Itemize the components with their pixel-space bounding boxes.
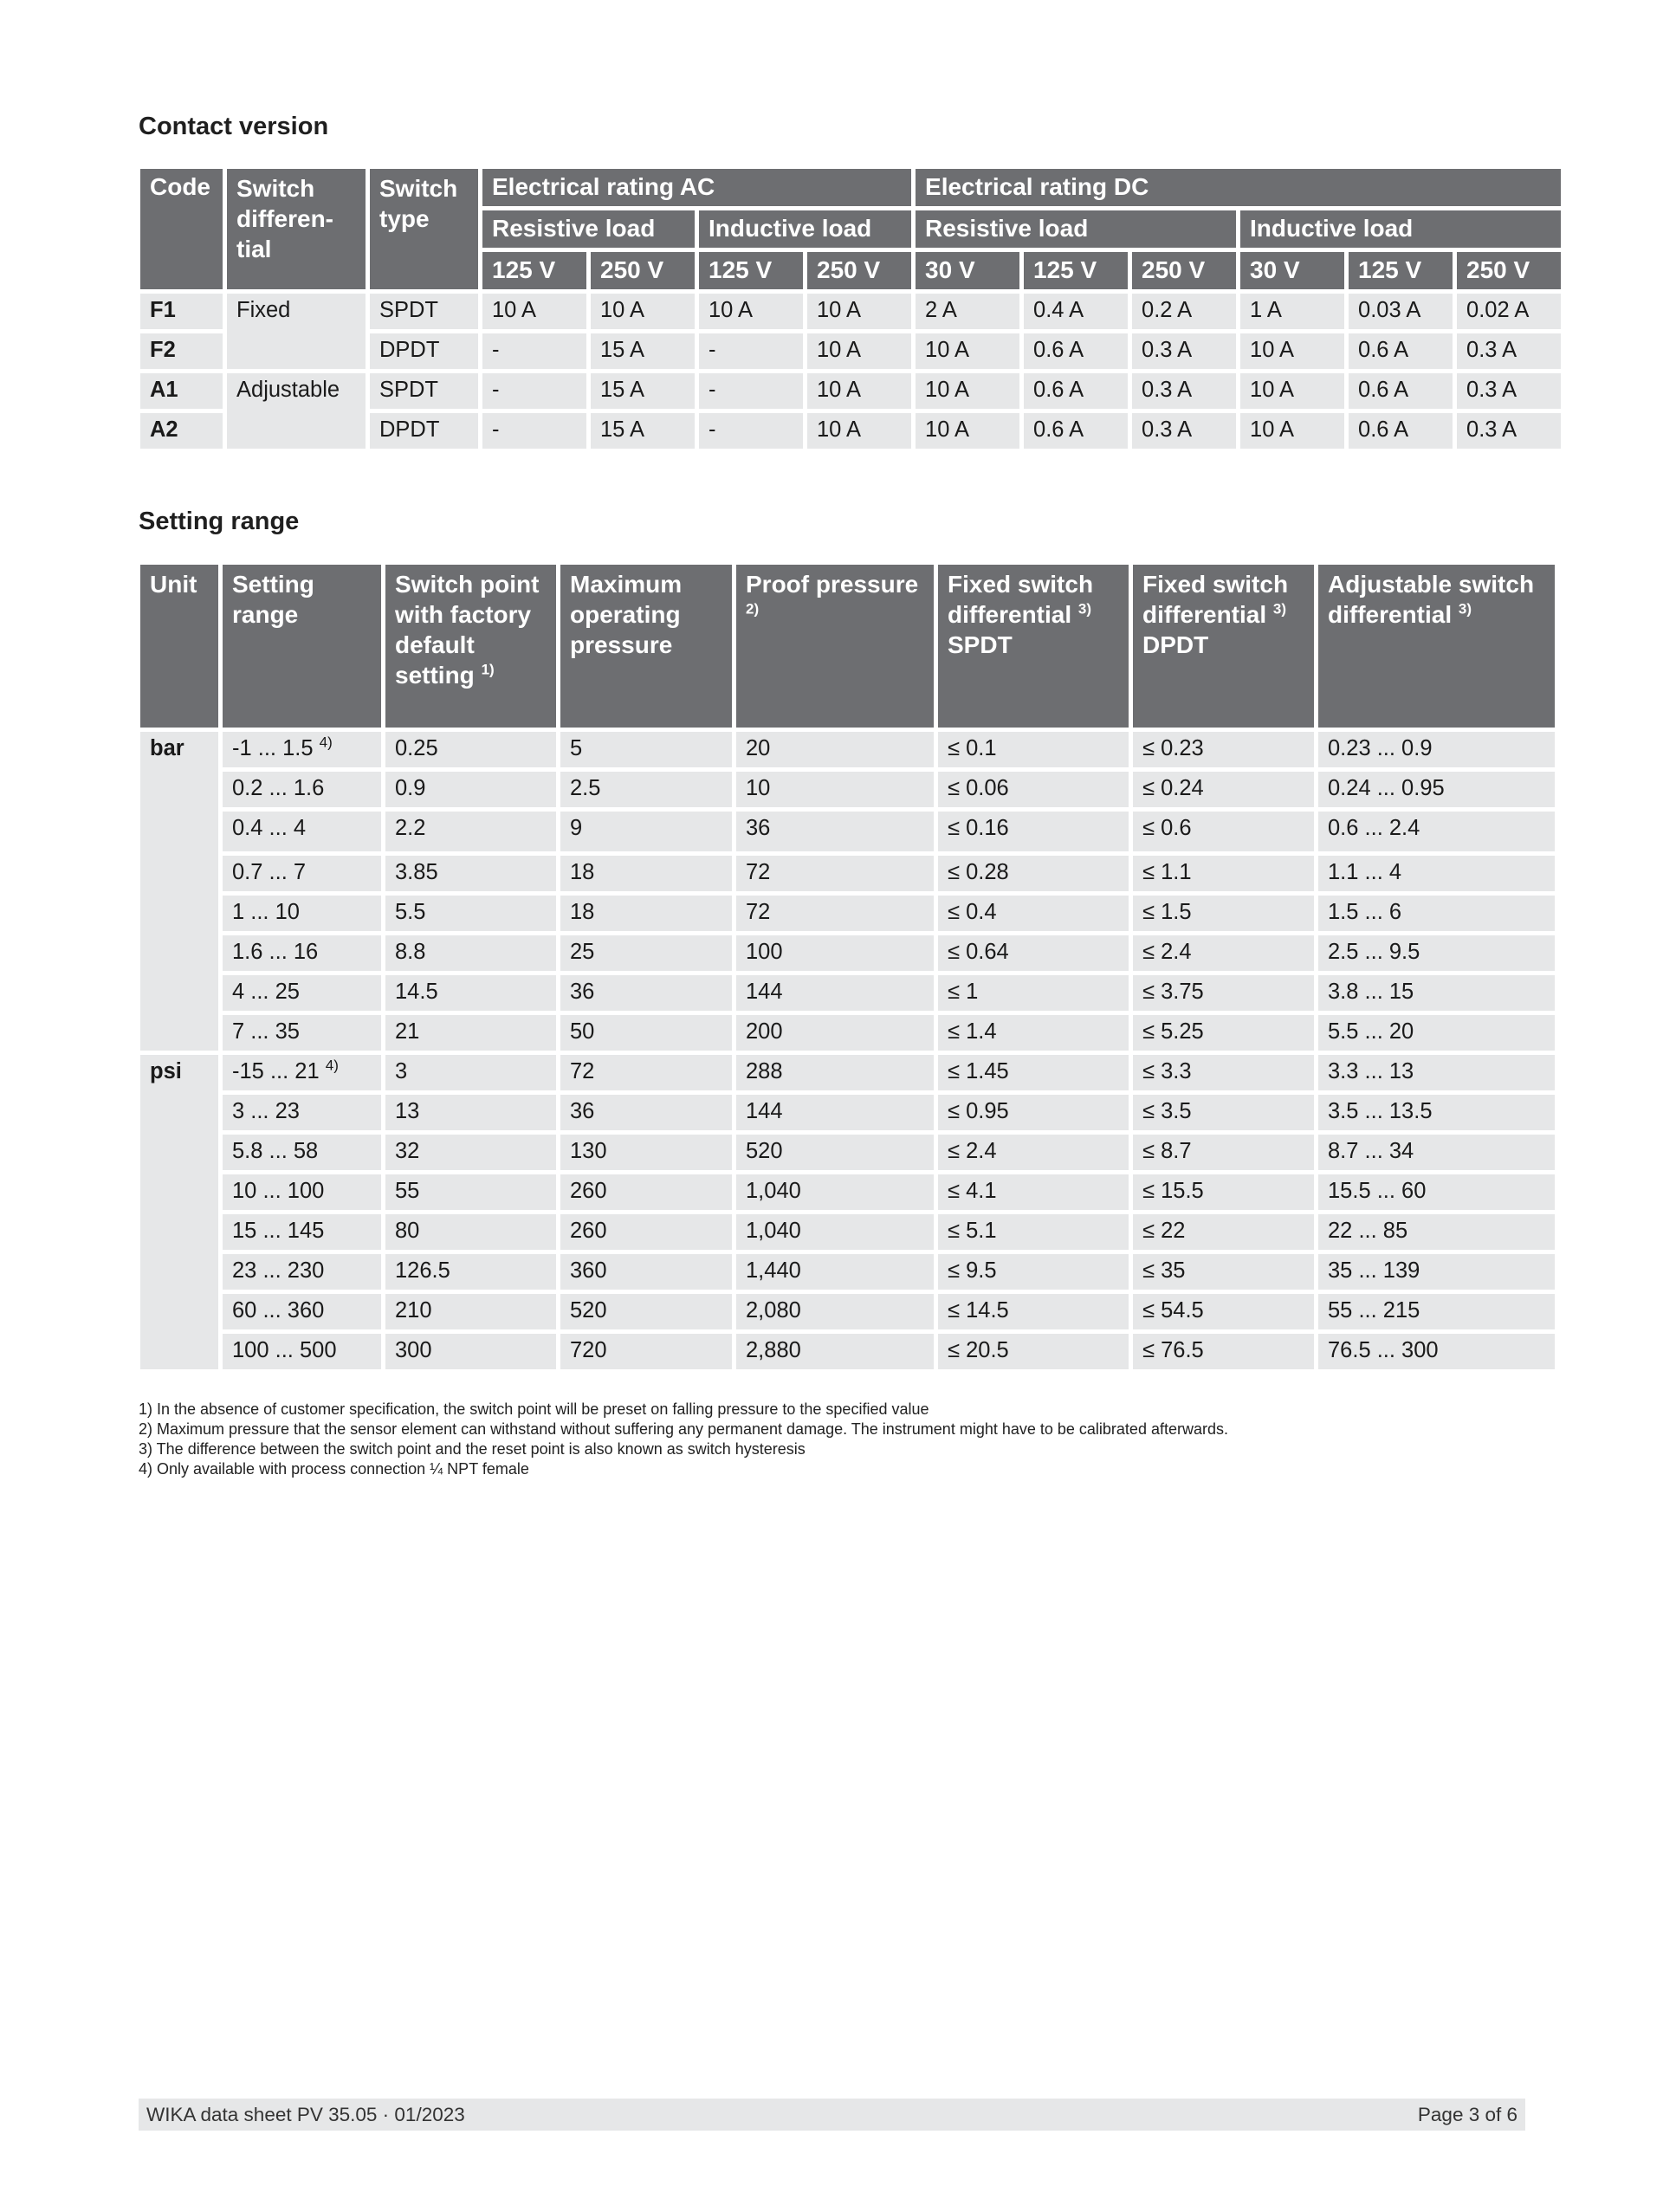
cell-proof: 288 bbox=[736, 1055, 934, 1090]
cell-spdt: ≤ 14.5 bbox=[938, 1294, 1129, 1329]
cell-rating: 0.6 A bbox=[1024, 333, 1128, 369]
cell-rating: 0.03 A bbox=[1349, 294, 1453, 329]
setting-range-table bbox=[136, 560, 1559, 1374]
cell-proof: 200 bbox=[736, 1015, 934, 1051]
header-voltage: 125 V bbox=[699, 252, 803, 289]
cell-dpdt: ≤ 54.5 bbox=[1133, 1294, 1314, 1329]
header-voltage: 125 V bbox=[1349, 252, 1453, 289]
cell-setting-range bbox=[223, 1135, 381, 1170]
header-dc-resistive: Resistive load bbox=[916, 210, 1236, 248]
cell-sp: 14.5 bbox=[385, 975, 556, 1011]
cell-switch-type: SPDT bbox=[370, 373, 478, 409]
cell-rating: 10 A bbox=[699, 294, 803, 329]
cell-dpdt: ≤ 1.1 bbox=[1133, 856, 1314, 891]
header-voltage: 30 V bbox=[916, 252, 1019, 289]
header-switch-type: Switch type bbox=[370, 169, 478, 289]
cell-proof: 144 bbox=[736, 1095, 934, 1130]
header-switch-point bbox=[385, 565, 556, 728]
cell-adj: 3.8 ... 15 bbox=[1318, 975, 1555, 1011]
cell-setting-range bbox=[223, 1214, 381, 1250]
cell-rating: 10 A bbox=[482, 294, 586, 329]
table-row bbox=[140, 975, 1555, 1011]
setting-range-title: Setting range bbox=[139, 508, 300, 535]
cell-rating: 0.6 A bbox=[1349, 373, 1453, 409]
header-switch-differential-text: Switch differen- tial bbox=[236, 175, 333, 262]
cell-dpdt: ≤ 0.23 bbox=[1133, 732, 1314, 767]
cell-proof: 72 bbox=[736, 856, 934, 891]
cell-sp: 55 bbox=[385, 1174, 556, 1210]
cell-spdt: ≤ 1.4 bbox=[938, 1015, 1129, 1051]
cell-setting-range bbox=[223, 1055, 381, 1090]
cell-rating: 15 A bbox=[591, 413, 695, 449]
header-adjustable-text: Adjustable switch differential bbox=[1328, 571, 1535, 628]
cell-switch-differential: Fixed bbox=[227, 294, 366, 369]
cell-adj: 76.5 ... 300 bbox=[1318, 1334, 1555, 1369]
header-ac-resistive: Resistive load bbox=[482, 210, 695, 248]
cell-max: 25 bbox=[560, 935, 732, 971]
cell-proof: 144 bbox=[736, 975, 934, 1011]
table-row bbox=[140, 772, 1555, 807]
table-row bbox=[140, 1095, 1555, 1130]
header-switch-point-text: Switch point with factory default setting bbox=[395, 571, 540, 689]
setting-range-value: 0.4 ... 4 bbox=[232, 816, 307, 840]
table-row bbox=[140, 856, 1555, 891]
setting-range-value: 23 ... 230 bbox=[232, 1258, 325, 1283]
table-row bbox=[140, 1135, 1555, 1170]
cell-rating: 0.3 A bbox=[1457, 333, 1561, 369]
cell-spdt: ≤ 2.4 bbox=[938, 1135, 1129, 1170]
cell-setting-range bbox=[223, 1294, 381, 1329]
setting-range-value: 15 ... 145 bbox=[232, 1219, 325, 1243]
cell-rating: 0.3 A bbox=[1132, 333, 1236, 369]
header-ac-rating: Electrical rating AC bbox=[482, 169, 911, 206]
cell-sp: 8.8 bbox=[385, 935, 556, 971]
footnote-ref: 1) bbox=[481, 661, 495, 678]
cell-max: 36 bbox=[560, 1095, 732, 1130]
cell-dpdt: ≤ 15.5 bbox=[1133, 1174, 1314, 1210]
cell-dpdt: ≤ 3.75 bbox=[1133, 975, 1314, 1011]
cell-rating: 2 A bbox=[916, 294, 1019, 329]
cell-dpdt: ≤ 1.5 bbox=[1133, 896, 1314, 931]
cell-max: 72 bbox=[560, 1055, 732, 1090]
cell-unit: bar bbox=[140, 732, 218, 1051]
cell-proof: 100 bbox=[736, 935, 934, 971]
cell-code: F1 bbox=[140, 294, 223, 329]
header-voltage: 250 V bbox=[1457, 252, 1561, 289]
footnote-3: 3) The difference between the switch point and the reset point is also known as switch hysteresis bbox=[139, 1440, 806, 1458]
header-voltage: 250 V bbox=[591, 252, 695, 289]
cell-code: F2 bbox=[140, 333, 223, 369]
cell-rating: - bbox=[699, 413, 803, 449]
table-row bbox=[140, 1294, 1555, 1329]
cell-max: 130 bbox=[560, 1135, 732, 1170]
contact-version-title: Contact version bbox=[139, 113, 329, 140]
cell-rating: 0.3 A bbox=[1457, 373, 1561, 409]
cell-sp: 21 bbox=[385, 1015, 556, 1051]
footnote-ref: 3) bbox=[1272, 600, 1287, 618]
cell-adj: 0.23 ... 0.9 bbox=[1318, 732, 1555, 767]
cell-unit: psi bbox=[140, 1055, 218, 1369]
cell-proof: 1,040 bbox=[736, 1214, 934, 1250]
setting-range-value: 7 ... 35 bbox=[232, 1019, 300, 1044]
cell-proof: 1,440 bbox=[736, 1254, 934, 1290]
setting-range-value: 1.6 ... 16 bbox=[232, 940, 319, 964]
cell-max: 36 bbox=[560, 975, 732, 1011]
cell-rating: 0.02 A bbox=[1457, 294, 1561, 329]
cell-setting-range bbox=[223, 772, 381, 807]
table-row bbox=[140, 1334, 1555, 1369]
setting-range-value: 60 ... 360 bbox=[232, 1298, 325, 1323]
header-adjustable bbox=[1318, 565, 1555, 728]
cell-sp: 0.25 bbox=[385, 732, 556, 767]
cell-adj: 35 ... 139 bbox=[1318, 1254, 1555, 1290]
cell-rating: 10 A bbox=[807, 373, 911, 409]
cell-code: A2 bbox=[140, 413, 223, 449]
cell-adj: 0.6 ... 2.4 bbox=[1318, 812, 1555, 851]
cell-switch-type: SPDT bbox=[370, 294, 478, 329]
cell-rating: 10 A bbox=[916, 333, 1019, 369]
cell-spdt: ≤ 0.4 bbox=[938, 896, 1129, 931]
cell-max: 2.5 bbox=[560, 772, 732, 807]
table-row bbox=[140, 732, 1555, 767]
cell-rating: 0.2 A bbox=[1132, 294, 1236, 329]
setting-range-value: 4 ... 25 bbox=[232, 980, 300, 1004]
cell-dpdt: ≤ 22 bbox=[1133, 1214, 1314, 1250]
cell-rating: 10 A bbox=[1240, 373, 1344, 409]
table-row bbox=[140, 1214, 1555, 1250]
cell-rating: 0.3 A bbox=[1132, 373, 1236, 409]
cell-setting-range bbox=[223, 896, 381, 931]
cell-max: 360 bbox=[560, 1254, 732, 1290]
cell-dpdt: ≤ 8.7 bbox=[1133, 1135, 1314, 1170]
cell-switch-differential: Adjustable bbox=[227, 373, 366, 449]
header-fixed-spdt bbox=[938, 565, 1129, 728]
header-ac-inductive: Inductive load bbox=[699, 210, 911, 248]
cell-spdt: ≤ 1 bbox=[938, 975, 1129, 1011]
header-code: Code bbox=[140, 169, 223, 289]
setting-range-value: 3 ... 23 bbox=[232, 1099, 300, 1123]
cell-sp: 210 bbox=[385, 1294, 556, 1329]
setting-range-value: 100 ... 500 bbox=[232, 1338, 337, 1362]
cell-proof: 72 bbox=[736, 896, 934, 931]
header-proof-text: Proof pressure bbox=[746, 571, 919, 598]
setting-range-value: 0.2 ... 1.6 bbox=[232, 776, 325, 800]
footnotes bbox=[139, 1400, 1228, 1479]
cell-rating: - bbox=[699, 333, 803, 369]
cell-proof: 2,880 bbox=[736, 1334, 934, 1369]
cell-adj: 2.5 ... 9.5 bbox=[1318, 935, 1555, 971]
cell-spdt: ≤ 0.28 bbox=[938, 856, 1129, 891]
cell-adj: 15.5 ... 60 bbox=[1318, 1174, 1555, 1210]
header-fixed-dpdt bbox=[1133, 565, 1314, 728]
cell-rating: 10 A bbox=[807, 294, 911, 329]
cell-dpdt: ≤ 35 bbox=[1133, 1254, 1314, 1290]
cell-dpdt: ≤ 0.24 bbox=[1133, 772, 1314, 807]
footnote-ref: 2) bbox=[746, 600, 760, 618]
header-unit: Unit bbox=[140, 565, 218, 728]
cell-switch-type: DPDT bbox=[370, 413, 478, 449]
header-proof-pressure bbox=[736, 565, 934, 728]
cell-rating: - bbox=[699, 373, 803, 409]
header-fixed-dpdt-text: Fixed switch differential bbox=[1142, 571, 1289, 628]
header-voltage: 250 V bbox=[807, 252, 911, 289]
cell-sp: 2.2 bbox=[385, 812, 556, 851]
footnote-ref: 4) bbox=[325, 1057, 339, 1074]
footnote-ref: 4) bbox=[319, 734, 333, 751]
cell-rating: 0.6 A bbox=[1349, 333, 1453, 369]
cell-rating: 10 A bbox=[1240, 413, 1344, 449]
cell-sp: 80 bbox=[385, 1214, 556, 1250]
cell-max: 50 bbox=[560, 1015, 732, 1051]
cell-dpdt: ≤ 3.5 bbox=[1133, 1095, 1314, 1130]
cell-sp: 5.5 bbox=[385, 896, 556, 931]
cell-rating: 10 A bbox=[1240, 333, 1344, 369]
cell-rating: 10 A bbox=[807, 333, 911, 369]
cell-setting-range bbox=[223, 856, 381, 891]
cell-proof: 10 bbox=[736, 772, 934, 807]
cell-rating: 0.3 A bbox=[1457, 413, 1561, 449]
cell-rating: 10 A bbox=[916, 413, 1019, 449]
cell-max: 260 bbox=[560, 1214, 732, 1250]
cell-max: 9 bbox=[560, 812, 732, 851]
footer-page-number: Page 3 of 6 bbox=[1417, 2104, 1517, 2125]
cell-dpdt: ≤ 76.5 bbox=[1133, 1334, 1314, 1369]
cell-setting-range bbox=[223, 1174, 381, 1210]
cell-adj: 3.3 ... 13 bbox=[1318, 1055, 1555, 1090]
cell-proof: 36 bbox=[736, 812, 934, 851]
cell-rating: 1 A bbox=[1240, 294, 1344, 329]
cell-adj: 55 ... 215 bbox=[1318, 1294, 1555, 1329]
cell-adj: 1.5 ... 6 bbox=[1318, 896, 1555, 931]
header-voltage: 125 V bbox=[482, 252, 586, 289]
cell-dpdt: ≤ 3.3 bbox=[1133, 1055, 1314, 1090]
cell-sp: 3 bbox=[385, 1055, 556, 1090]
header-voltage: 30 V bbox=[1240, 252, 1344, 289]
cell-adj: 3.5 ... 13.5 bbox=[1318, 1095, 1555, 1130]
cell-setting-range bbox=[223, 732, 381, 767]
header-dc-inductive: Inductive load bbox=[1240, 210, 1561, 248]
cell-rating: 0.3 A bbox=[1132, 413, 1236, 449]
cell-rating: 0.4 A bbox=[1024, 294, 1128, 329]
cell-setting-range bbox=[223, 975, 381, 1011]
cell-max: 18 bbox=[560, 856, 732, 891]
header-fixed-spdt-suffix: SPDT bbox=[948, 631, 1013, 658]
cell-setting-range bbox=[223, 1334, 381, 1369]
table-row bbox=[140, 896, 1555, 931]
cell-dpdt: ≤ 0.6 bbox=[1133, 812, 1314, 851]
cell-spdt: ≤ 5.1 bbox=[938, 1214, 1129, 1250]
cell-setting-range bbox=[223, 812, 381, 851]
cell-rating: 0.6 A bbox=[1349, 413, 1453, 449]
footnote-4: 4) Only available with process connection ¼ NPT female bbox=[139, 1460, 529, 1478]
header-max-pressure: Maximum operating pressure bbox=[560, 565, 732, 728]
cell-rating: 15 A bbox=[591, 373, 695, 409]
cell-max: 260 bbox=[560, 1174, 732, 1210]
cell-spdt: ≤ 0.95 bbox=[938, 1095, 1129, 1130]
cell-spdt: ≤ 0.64 bbox=[938, 935, 1129, 971]
cell-dpdt: ≤ 2.4 bbox=[1133, 935, 1314, 971]
cell-setting-range bbox=[223, 1254, 381, 1290]
setting-range-value: 0.7 ... 7 bbox=[232, 860, 307, 884]
cell-rating: 10 A bbox=[591, 294, 695, 329]
cell-sp: 3.85 bbox=[385, 856, 556, 891]
cell-sp: 300 bbox=[385, 1334, 556, 1369]
cell-rating: 0.6 A bbox=[1024, 413, 1128, 449]
cell-adj: 5.5 ... 20 bbox=[1318, 1015, 1555, 1051]
header-switch-differential bbox=[227, 169, 366, 289]
cell-max: 18 bbox=[560, 896, 732, 931]
cell-sp: 0.9 bbox=[385, 772, 556, 807]
table-row bbox=[140, 373, 1561, 409]
cell-code: A1 bbox=[140, 373, 223, 409]
header-fixed-spdt-text: Fixed switch differential bbox=[948, 571, 1094, 628]
header-setting-range: Setting range bbox=[223, 565, 381, 728]
contact-version-table bbox=[136, 165, 1565, 453]
header-fixed-dpdt-suffix: DPDT bbox=[1142, 631, 1209, 658]
header-dc-rating: Electrical rating DC bbox=[916, 169, 1561, 206]
setting-range-value: 5.8 ... 58 bbox=[232, 1139, 319, 1163]
footnote-ref: 3) bbox=[1458, 600, 1472, 618]
cell-spdt: ≤ 0.16 bbox=[938, 812, 1129, 851]
cell-spdt: ≤ 4.1 bbox=[938, 1174, 1129, 1210]
cell-proof: 1,040 bbox=[736, 1174, 934, 1210]
cell-sp: 126.5 bbox=[385, 1254, 556, 1290]
cell-switch-type: DPDT bbox=[370, 333, 478, 369]
header-voltage: 125 V bbox=[1024, 252, 1128, 289]
footnote-1: 1) In the absence of customer specification, the switch point will be preset on falling pressure to the specified value bbox=[139, 1400, 929, 1418]
cell-rating: - bbox=[482, 333, 586, 369]
header-voltage: 250 V bbox=[1132, 252, 1236, 289]
page-footer bbox=[139, 2099, 1525, 2131]
cell-spdt: ≤ 0.06 bbox=[938, 772, 1129, 807]
cell-max: 520 bbox=[560, 1294, 732, 1329]
table-row bbox=[140, 812, 1555, 851]
setting-range-value: -15 ... 21 bbox=[232, 1059, 320, 1083]
table-row bbox=[140, 1254, 1555, 1290]
setting-range-value: -1 ... 1.5 bbox=[232, 736, 314, 760]
cell-spdt: ≤ 9.5 bbox=[938, 1254, 1129, 1290]
cell-rating: - bbox=[482, 373, 586, 409]
footnote-2: 2) Maximum pressure that the sensor element can withstand without suffering any permanent damage. The instrument might have to be calibrated afterwards. bbox=[139, 1420, 1228, 1438]
table-row bbox=[140, 1015, 1555, 1051]
table-row bbox=[140, 1055, 1555, 1090]
cell-setting-range bbox=[223, 1015, 381, 1051]
cell-setting-range bbox=[223, 935, 381, 971]
cell-rating: 0.6 A bbox=[1024, 373, 1128, 409]
cell-setting-range bbox=[223, 1095, 381, 1130]
cell-rating: - bbox=[482, 413, 586, 449]
cell-proof: 2,080 bbox=[736, 1294, 934, 1329]
cell-rating: 10 A bbox=[916, 373, 1019, 409]
cell-proof: 520 bbox=[736, 1135, 934, 1170]
cell-rating: 15 A bbox=[591, 333, 695, 369]
footer-doc-id: WIKA data sheet PV 35.05 · 01/2023 bbox=[146, 2104, 465, 2125]
cell-adj: 1.1 ... 4 bbox=[1318, 856, 1555, 891]
cell-adj: 22 ... 85 bbox=[1318, 1214, 1555, 1250]
table-row bbox=[140, 294, 1561, 329]
cell-sp: 13 bbox=[385, 1095, 556, 1130]
cell-adj: 0.24 ... 0.95 bbox=[1318, 772, 1555, 807]
footnote-ref: 3) bbox=[1077, 600, 1092, 618]
cell-proof: 20 bbox=[736, 732, 934, 767]
cell-dpdt: ≤ 5.25 bbox=[1133, 1015, 1314, 1051]
cell-rating: 10 A bbox=[807, 413, 911, 449]
cell-max: 720 bbox=[560, 1334, 732, 1369]
cell-spdt: ≤ 1.45 bbox=[938, 1055, 1129, 1090]
setting-range-value: 10 ... 100 bbox=[232, 1179, 325, 1203]
cell-max: 5 bbox=[560, 732, 732, 767]
table-row bbox=[140, 1174, 1555, 1210]
cell-spdt: ≤ 0.1 bbox=[938, 732, 1129, 767]
cell-sp: 32 bbox=[385, 1135, 556, 1170]
cell-spdt: ≤ 20.5 bbox=[938, 1334, 1129, 1369]
cell-adj: 8.7 ... 34 bbox=[1318, 1135, 1555, 1170]
table-row bbox=[140, 935, 1555, 971]
setting-range-value: 1 ... 10 bbox=[232, 900, 300, 924]
